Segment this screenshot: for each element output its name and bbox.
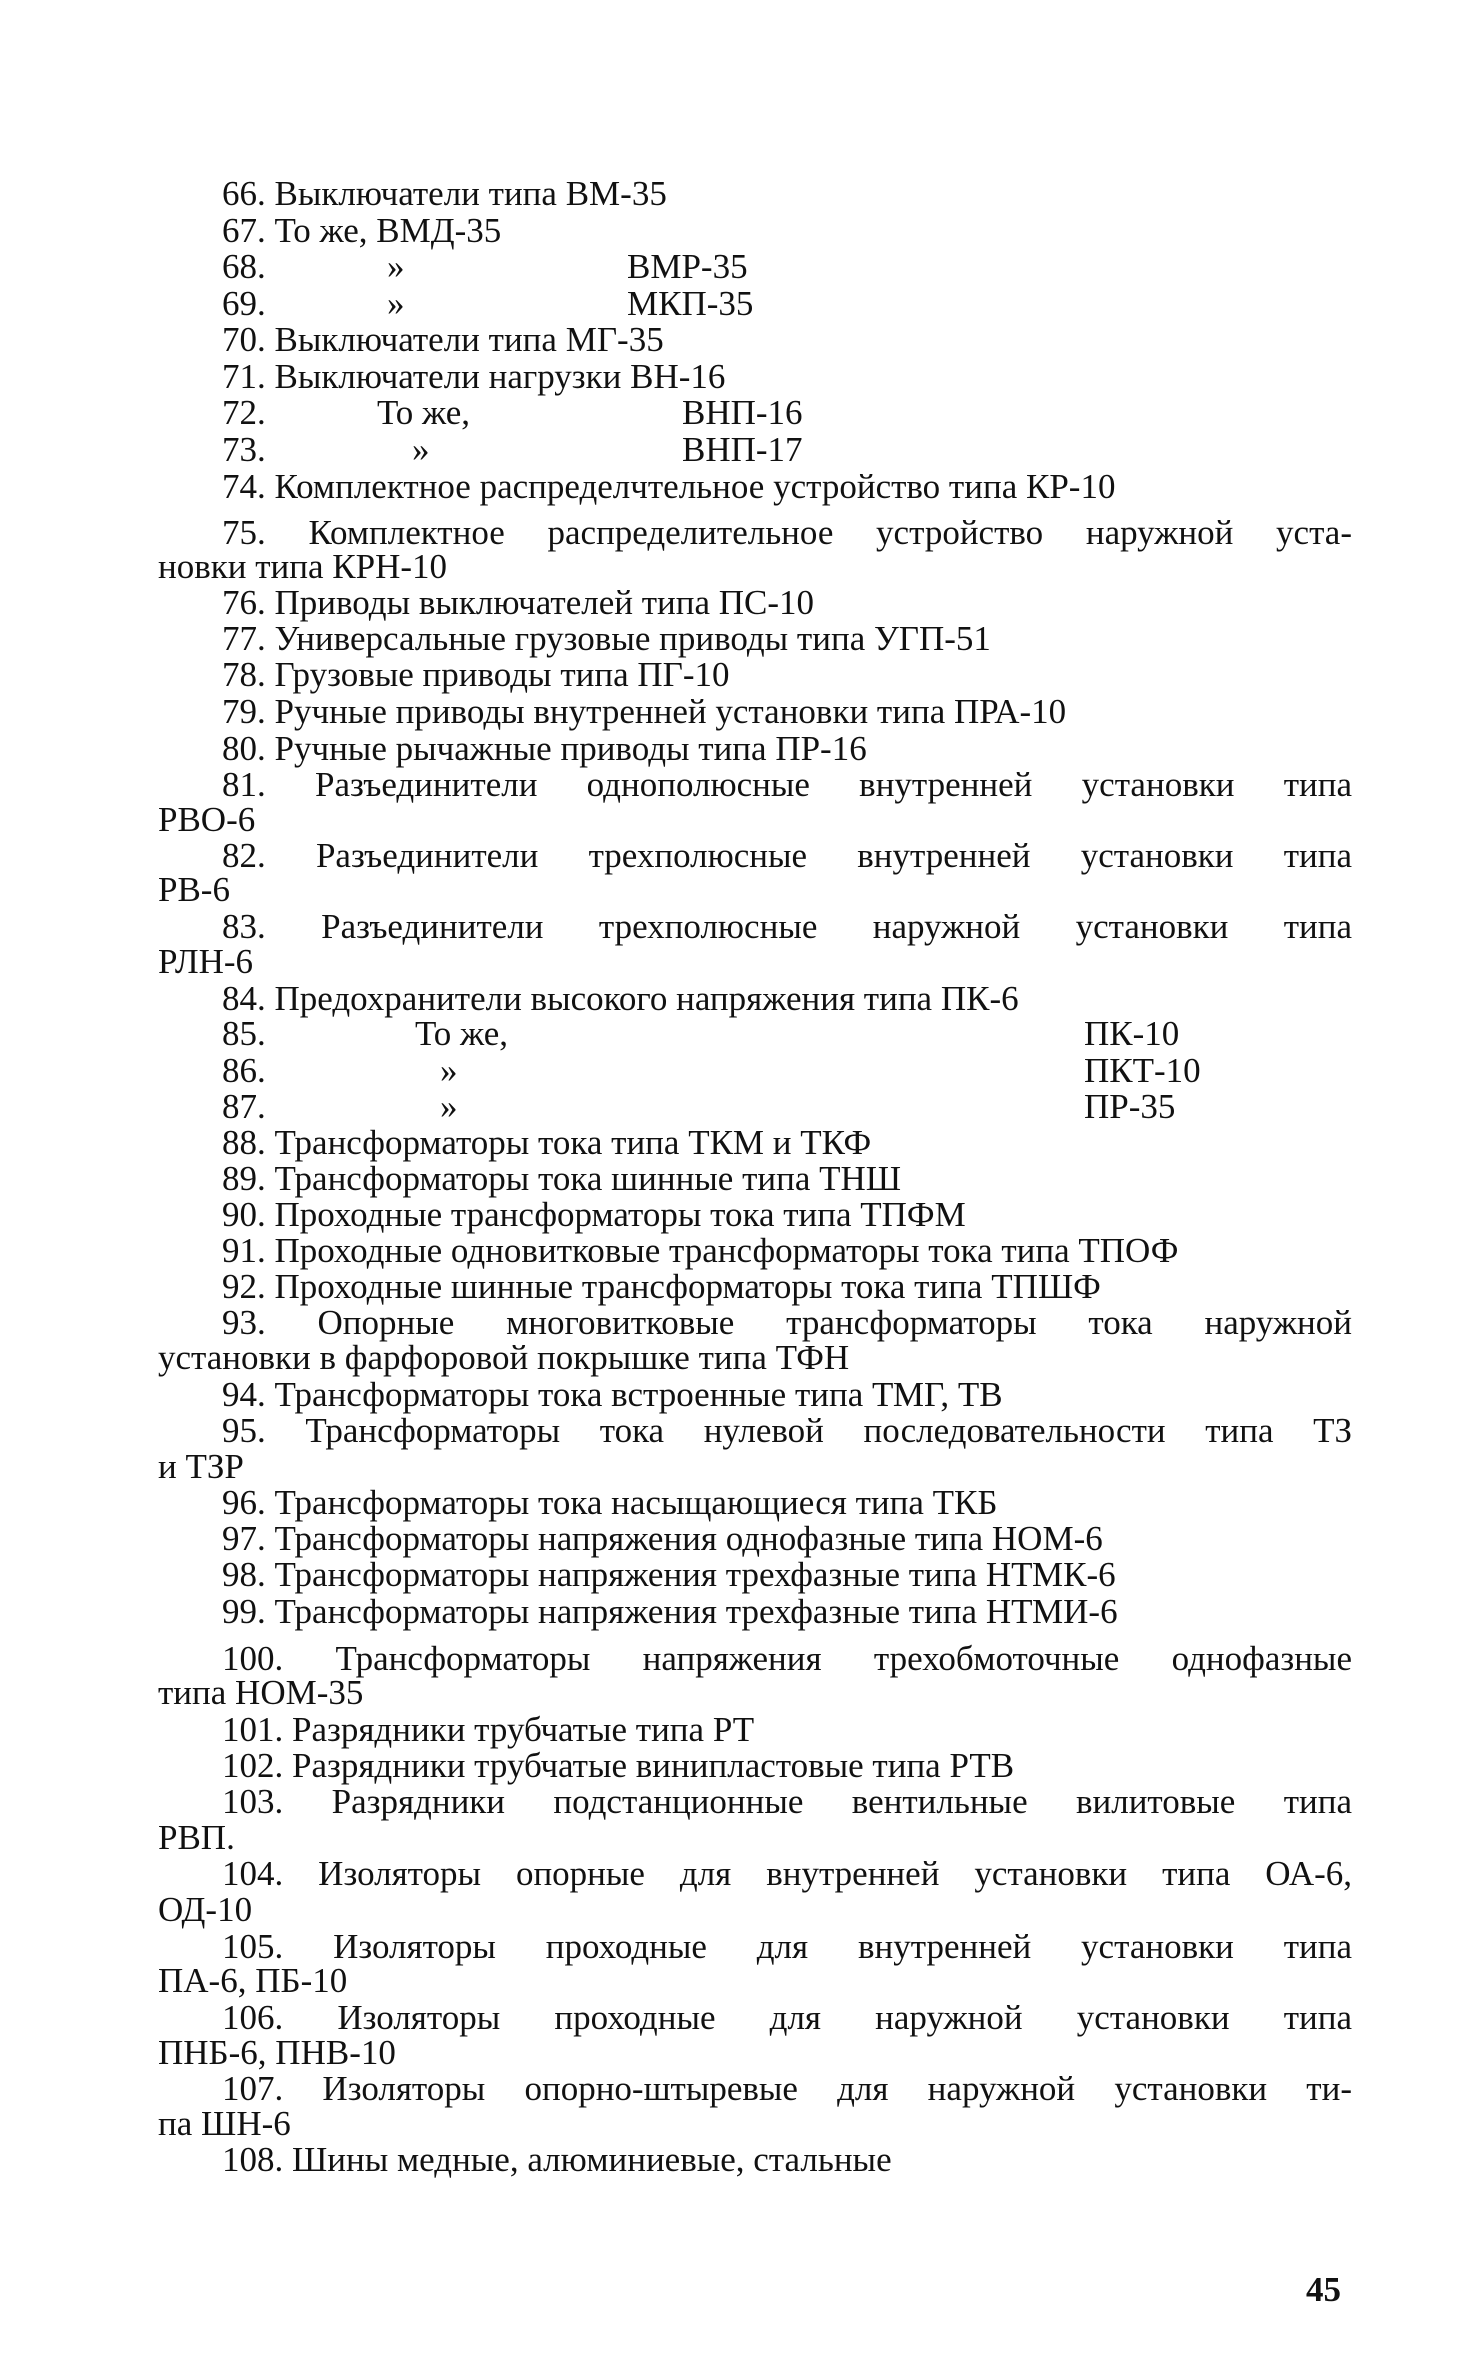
item-number: 68. <box>222 247 266 286</box>
ditto-mark: То же, <box>377 393 471 432</box>
list-item-71: 71. Выключатели нагрузки ВН-16 <box>222 357 726 396</box>
list-item-85 <box>222 1015 1182 1053</box>
ditto-mark: » <box>440 1087 458 1126</box>
list-item-91: 91. Проходные одновитковые трансформаторы тока типа ТПОФ <box>222 1231 1179 1270</box>
list-item-66: 66. Выключатели типа ВМ-35 <box>222 174 667 213</box>
list-item-69 <box>222 285 782 323</box>
ditto-mark: » <box>412 430 430 469</box>
list-item-106: 106. Изоляторы проходные для наружной установки типа <box>222 1998 1352 2037</box>
list-item-84: 84. Предохранители высокого напряжения типа ПК-6 <box>222 979 1019 1018</box>
list-item-101: 101. Разрядники трубчатые типа РТ <box>222 1710 755 1749</box>
item-number: 87. <box>222 1087 266 1126</box>
list-item-93-cont: установки в фарфоровой покрышке типа ТФН <box>158 1338 850 1377</box>
list-item-93: 93. Опорные многовитковые трансформаторы тока наружной <box>222 1303 1352 1342</box>
list-item-103-cont: РВП. <box>158 1818 235 1857</box>
list-item-95: 95. Трансформаторы тока нулевой последовательности типа ТЗ <box>222 1411 1352 1450</box>
list-item-105: 105. Изоляторы проходные для внутренней установки типа <box>222 1927 1352 1966</box>
list-item-76: 76. Приводы выключателей типа ПС-10 <box>222 583 815 622</box>
item-type: ПКТ-10 <box>1084 1051 1201 1090</box>
list-item-99: 99. Трансформаторы напряжения трехфазные типа НТМИ-6 <box>222 1592 1118 1631</box>
list-item-83: 83. Разъединители трехполюсные наружной установки типа <box>222 907 1352 946</box>
list-item-75-cont: новки типа КРН-10 <box>158 547 448 586</box>
list-item-68 <box>222 248 782 286</box>
item-type: ВМР-35 <box>627 247 748 286</box>
ditto-mark: » <box>387 284 405 323</box>
item-type: ВНП-16 <box>682 393 803 432</box>
list-item-86 <box>222 1051 1201 1090</box>
list-item-83-cont: РЛН-6 <box>158 942 254 981</box>
list-item-70: 70. Выключатели типа МГ-35 <box>222 320 664 359</box>
list-item-97: 97. Трансформаторы напряжения однофазные типа НОМ-6 <box>222 1519 1103 1558</box>
list-item-74: 74. Комплектное распределчтельное устройство типа КР-10 <box>222 467 1116 506</box>
item-type: МКП-35 <box>627 284 754 323</box>
list-item-89: 89. Трансформаторы тока шинные типа ТНШ <box>222 1159 902 1198</box>
list-item-95-cont: и ТЗР <box>158 1447 244 1486</box>
list-item-100: 100. Трансформаторы напряжения трехобмоточные однофазные <box>222 1639 1352 1678</box>
list-item-103: 103. Разрядники подстанционные вентильные вилитовые типа <box>222 1782 1352 1821</box>
list-item-92: 92. Проходные шинные трансформаторы тока типа ТПШФ <box>222 1267 1101 1306</box>
list-item-98: 98. Трансформаторы напряжения трехфазные типа НТМК-6 <box>222 1555 1116 1594</box>
ditto-mark: » <box>387 247 405 286</box>
ditto-mark: » <box>440 1051 458 1090</box>
list-item-100-cont: типа НОМ-35 <box>158 1673 364 1712</box>
list-item-107: 107. Изоляторы опорно-штыревые для наружной установки ти- <box>222 2069 1352 2108</box>
item-number: 86. <box>222 1051 266 1090</box>
list-item-87 <box>222 1088 1182 1126</box>
page-number: 45 <box>1306 2270 1341 2309</box>
list-item-107-cont: па ШН-6 <box>158 2104 291 2143</box>
item-number: 69. <box>222 284 266 323</box>
item-number: 72. <box>222 393 266 432</box>
list-item-75: 75. Комплектное распределительное устройство наружной уста- <box>222 513 1352 552</box>
list-item-106-cont: ПНБ-6, ПНВ-10 <box>158 2033 396 2072</box>
list-item-77: 77. Универсальные грузовые приводы типа УГП-51 <box>222 619 991 658</box>
list-item-81: 81. Разъединители однополюсные внутренней установки типа <box>222 765 1352 804</box>
ditto-mark: То же, <box>415 1014 509 1053</box>
list-item-78: 78. Грузовые приводы типа ПГ-10 <box>222 655 730 694</box>
item-type: ВНП-17 <box>682 430 803 469</box>
list-item-81-cont: РВО-6 <box>158 800 256 839</box>
list-item-67: 67. То же, ВМД-35 <box>222 211 502 250</box>
list-item-102: 102. Разрядники трубчатые винипластовые типа РТВ <box>222 1746 1015 1785</box>
list-item-96: 96. Трансформаторы тока насыщающиеся типа ТКБ <box>222 1483 998 1522</box>
list-item-105-cont: ПА-6, ПБ-10 <box>158 1961 348 2000</box>
list-item-88: 88. Трансформаторы тока типа ТКМ и ТКФ <box>222 1123 872 1162</box>
list-item-94: 94. Трансформаторы тока встроенные типа ТМГ, ТВ <box>222 1375 1003 1414</box>
list-item-82-cont: РВ-6 <box>158 870 230 909</box>
item-type: ПК-10 <box>1084 1014 1180 1053</box>
item-number: 73. <box>222 430 266 469</box>
list-item-82: 82. Разъединители трехполюсные внутренней установки типа <box>222 836 1352 875</box>
list-item-104: 104. Изоляторы опорные для внутренней установки типа ОА-6, <box>222 1854 1352 1893</box>
list-item-90: 90. Проходные трансформаторы тока типа ТПФМ <box>222 1195 966 1234</box>
item-number: 85. <box>222 1014 266 1053</box>
list-item-73 <box>222 431 842 469</box>
item-type: ПР-35 <box>1084 1087 1176 1126</box>
list-item-79: 79. Ручные приводы внутренней установки типа ПРА-10 <box>222 692 1067 731</box>
list-item-104-cont: ОД-10 <box>158 1890 253 1929</box>
list-item-80: 80. Ручные рычажные приводы типа ПР-16 <box>222 729 867 768</box>
list-item-72 <box>222 394 842 432</box>
list-item-108: 108. Шины медные, алюминиевые, стальные <box>222 2140 892 2179</box>
